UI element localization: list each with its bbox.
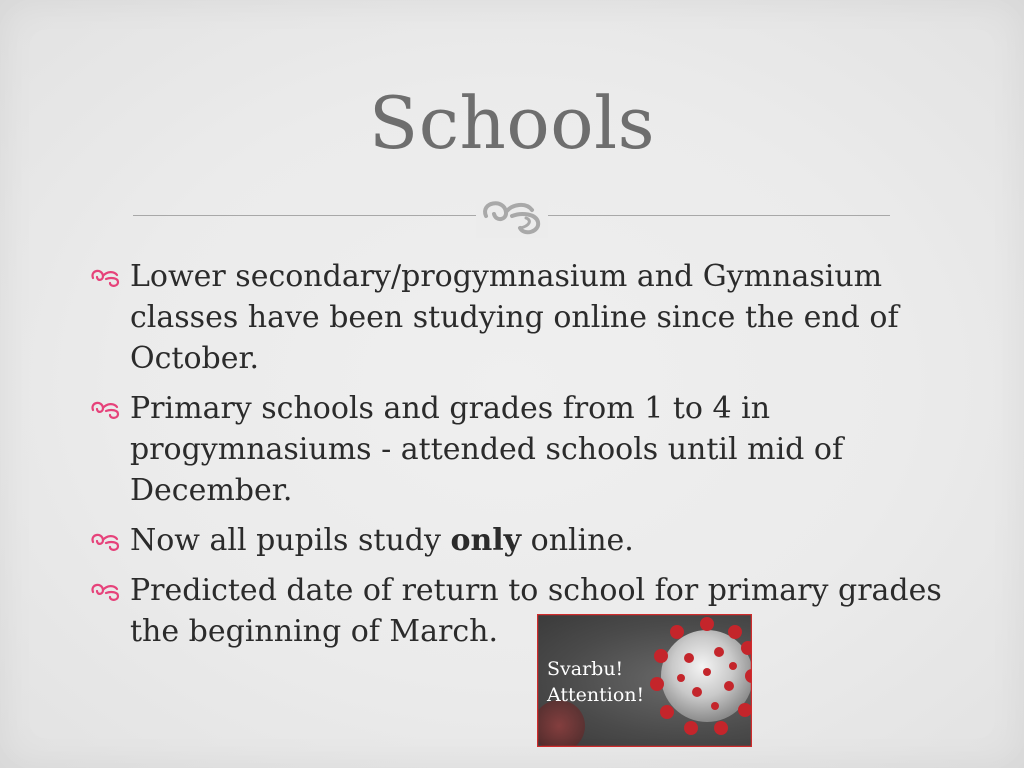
bullet-text-bold: only xyxy=(450,523,522,558)
list-item xyxy=(88,520,948,561)
swirl-bullet-icon xyxy=(88,266,122,288)
list-item xyxy=(88,570,948,652)
swirl-ornament-icon xyxy=(476,192,548,238)
coronavirus-image xyxy=(537,614,752,747)
list-item xyxy=(88,256,948,379)
caption-line-2: Attention! xyxy=(547,684,645,706)
bullet-list xyxy=(88,256,948,661)
image-caption xyxy=(547,656,644,708)
bullet-text: Predicted date of return to school for primary grades the beginning of March. xyxy=(130,573,942,649)
bullet-text-after: online. xyxy=(521,523,634,558)
bullet-text: Lower secondary/progymnasium and Gymnasium classes have been studying online since the end of October. xyxy=(130,259,899,376)
list-item xyxy=(88,388,948,511)
swirl-bullet-icon xyxy=(88,530,122,552)
slide-title: Schools xyxy=(368,81,656,165)
swirl-bullet-icon xyxy=(88,580,122,602)
bullet-text: Primary schools and grades from 1 to 4 in progymnasiums - attended schools until mid of December. xyxy=(130,391,844,508)
swirl-bullet-icon xyxy=(88,398,122,420)
bullet-text-before: Now all pupils study xyxy=(130,523,451,558)
caption-line-1: Svarbu! xyxy=(547,658,624,680)
